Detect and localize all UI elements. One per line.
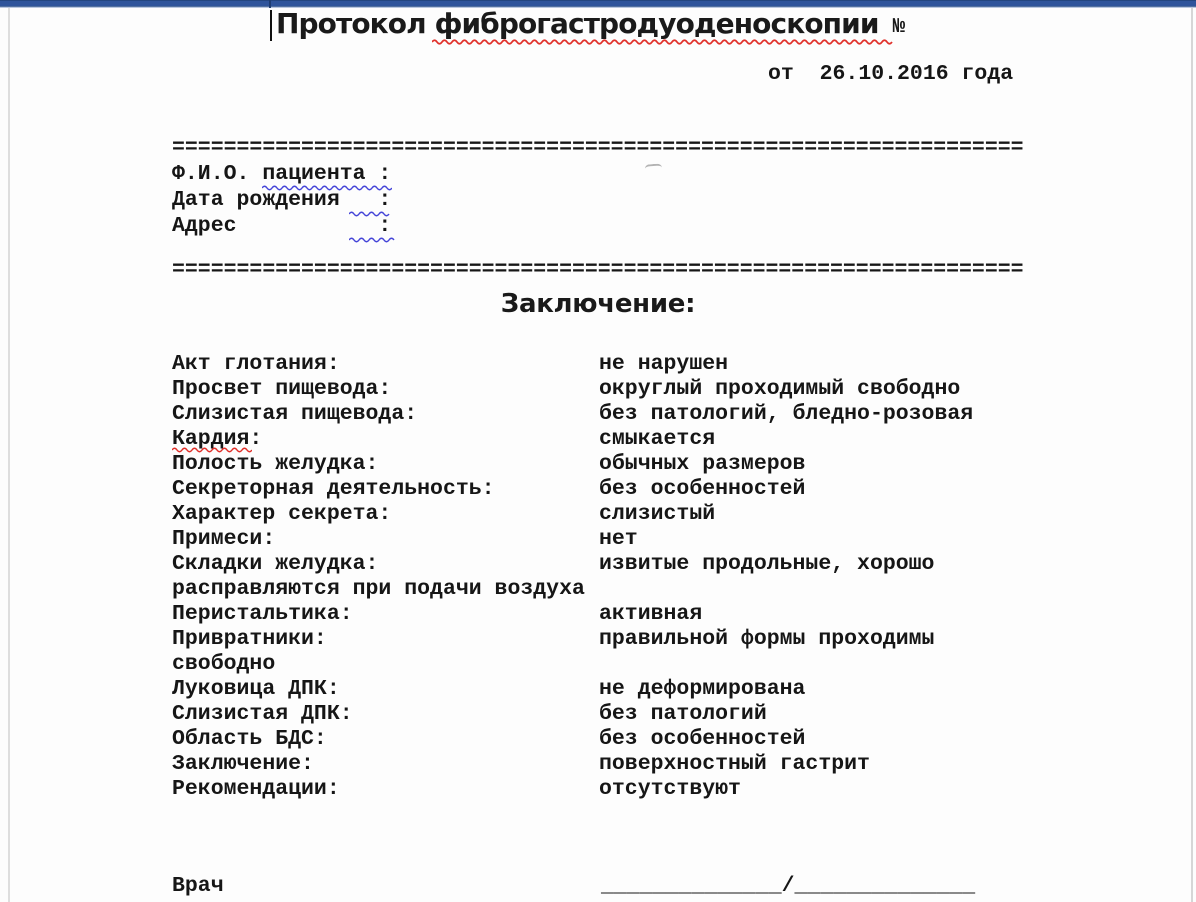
finding-row <box>172 427 1052 452</box>
finding-label: Кардия: <box>172 427 263 451</box>
finding-row <box>172 677 1052 702</box>
finding-label: Полость желудка: <box>172 452 379 476</box>
finding-row <box>172 502 1052 527</box>
document-title-text: Протокол фиброгастродуоденоскопии <box>276 7 879 40</box>
finding-row <box>172 727 1052 752</box>
patient-name-line: Ф.И.О. пациента : <box>172 162 392 186</box>
section-heading: Заключение: <box>500 289 696 319</box>
patient-address-line: Адрес : <box>172 214 392 238</box>
finding-label: Слизистая пищевода: <box>172 402 418 426</box>
finding-label: Характер секрета: <box>172 502 392 526</box>
separator-line: ================================================================== <box>172 258 1024 282</box>
finding-value: отсутствуют <box>599 777 741 801</box>
finding-label: Слизистая ДПК: <box>172 702 353 726</box>
finding-row <box>172 627 1052 652</box>
finding-label: Луковица ДПК: <box>172 677 340 701</box>
ruler-margin-marker <box>269 0 271 8</box>
text-cursor <box>270 10 272 41</box>
signature-line: ______________/______________ <box>601 874 976 898</box>
finding-label: Просвет пищевода: <box>172 377 392 401</box>
finding-value: извитые продольные, хорошо <box>599 552 935 576</box>
smudge-artifact <box>645 163 663 172</box>
doctor-label: Врач <box>172 874 224 898</box>
finding-value: без особенностей <box>599 727 806 751</box>
finding-label: Складки желудка: <box>172 552 379 576</box>
finding-value: поверхностный гастрит <box>599 752 870 776</box>
finding-row <box>172 777 1052 802</box>
finding-row <box>172 527 1052 552</box>
finding-value: активная <box>599 602 703 626</box>
finding-row <box>172 352 1052 377</box>
finding-label: Рекомендации: <box>172 777 340 801</box>
finding-row <box>172 752 1052 777</box>
page-right-edge <box>1191 8 1193 902</box>
finding-continuation: свободно <box>172 652 276 676</box>
document-date: от 26.10.2016 года <box>768 62 1014 86</box>
finding-value: не нарушен <box>599 352 729 376</box>
finding-row <box>172 377 1052 402</box>
finding-row <box>172 552 1052 577</box>
finding-value: без особенностей <box>599 477 806 501</box>
finding-value: правильной формы проходимы <box>599 627 935 651</box>
finding-label: Акт глотания: <box>172 352 340 376</box>
finding-label: Заключение: <box>172 752 314 776</box>
finding-row <box>172 602 1052 627</box>
finding-row <box>172 702 1052 727</box>
finding-value: слизистый <box>599 502 716 526</box>
finding-value: не деформирована <box>599 677 806 701</box>
page-left-edge <box>8 8 10 902</box>
finding-label: Область БДС: <box>172 727 327 751</box>
finding-value: нет <box>599 527 638 551</box>
finding-value: смыкается <box>599 427 716 451</box>
patient-birthdate-line: Дата рождения : <box>172 188 392 212</box>
patient-info-block <box>172 161 391 239</box>
finding-row <box>172 452 1052 477</box>
findings-list <box>172 352 1052 802</box>
finding-label: Перистальтика: <box>172 602 353 626</box>
finding-label: Секреторная деятельность: <box>172 477 495 501</box>
finding-continuation: расправляются при подачи воздуха <box>172 577 585 601</box>
finding-row <box>172 402 1052 427</box>
finding-row <box>172 477 1052 502</box>
separator-line: ================================================================== <box>172 136 1024 160</box>
finding-label: Примеси: <box>172 527 276 551</box>
finding-value: обычных размеров <box>599 452 806 476</box>
finding-value: округлый проходимый свободно <box>599 377 961 401</box>
number-sign: № <box>892 16 906 39</box>
finding-value: без патологий <box>599 702 767 726</box>
finding-label: Привратники: <box>172 627 327 651</box>
finding-value: без патологий, бледно-розовая <box>599 402 974 426</box>
document-title <box>276 7 905 41</box>
